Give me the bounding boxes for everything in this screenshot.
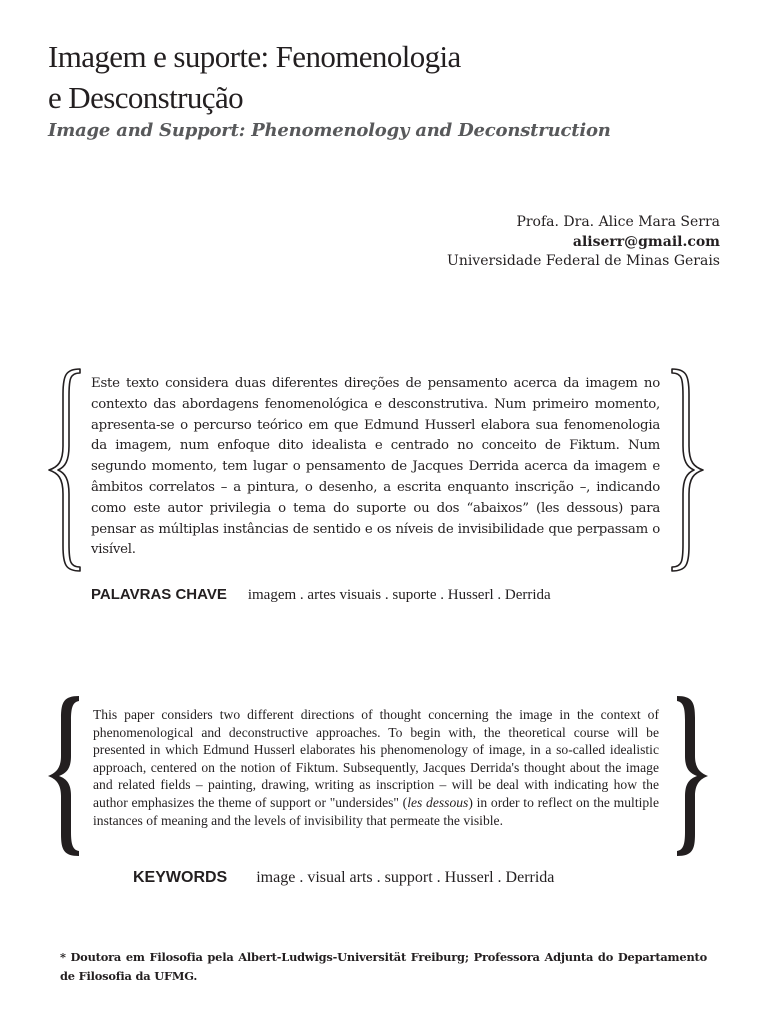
keywords-portuguese: imagem . artes visuais . suporte . Husserl . Derrida xyxy=(247,587,551,603)
footnote: * Doutora em Filosofia pela Albert-Ludwigs-Universität Freiburg; Professora Adjunta do Departamento de Filosofia da UFMG. xyxy=(60,950,707,983)
author-affiliation: Universidade Federal de Minas Gerais xyxy=(447,253,720,269)
author-name: Profa. Dra. Alice Mara Serra xyxy=(516,214,720,230)
keywords-label-english: KEYWORDS xyxy=(133,869,228,886)
paper-title xyxy=(48,36,728,118)
title-line-1: Imagem e suporte: Fenomenologia xyxy=(48,39,461,74)
author-email[interactable]: aliserr@gmail.com xyxy=(572,233,720,250)
right-brace-bold-icon xyxy=(674,694,710,858)
left-brace-thin-icon xyxy=(44,366,84,574)
keywords-row-portuguese xyxy=(91,586,551,604)
left-brace-bold-icon xyxy=(46,694,82,858)
title-line-2: e Desconstrução xyxy=(48,80,243,115)
paper-subtitle-english: Image and Support: Phenomenology and Deconstruction xyxy=(48,120,611,141)
abstract-english-part-2: ) in order to reflect on the multiple instances of meaning and the levels of invisibility that permeate the visible. xyxy=(93,794,659,828)
abstract-english-italic-term: les dessous xyxy=(407,794,469,810)
abstract-english xyxy=(93,706,659,829)
keywords-row-english xyxy=(133,869,554,887)
abstract-portuguese: Este texto considera duas diferentes direções de pensamento acerca da imagem no contexto das abordagens fenomenológica e desconstrutiva. Num primeiro momento, apresenta-se o percurso teórico em que Edmund Husserl elabora sua fenomenologia da imagem, num enfoque dito idealista e centrado no conceito de Fiktum. Num segundo momento, tem lugar o pensamento de Jacques Derrida acerca da imagem e âmbitos correlatos – a pintura, o desenho, a escrita enquanto inscrição –, indicando como este autor privilegia o tema do suporte ou dos “abaixos” (les dessous) para pensar as múltiplas instâncias de sentido e os níveis de invisibilidade que perpassam o visível. xyxy=(91,376,660,558)
abstract-english-part-1: This paper considers two different directions of thought concerning the image in the context of phenomenological and deconstructive approaches. To begin with, the theoretical course will be presented in which Edmund Husserl elaborates his phenomenology of image, in a so-called idealistic approach, centered on the notion of Fiktum. Subsequently, Jacques Derrida's thought about the image and related fields – painting, drawing, writing as inscription – will be deal with indicating how the author emphasizes the theme of support or "undersides" ( xyxy=(93,707,659,810)
keywords-label-portuguese: PALAVRAS CHAVE xyxy=(91,586,227,603)
author-block xyxy=(447,213,720,272)
right-brace-thin-icon xyxy=(668,366,708,574)
keywords-english: image . visual arts . support . Husserl . Derrida xyxy=(256,869,555,886)
